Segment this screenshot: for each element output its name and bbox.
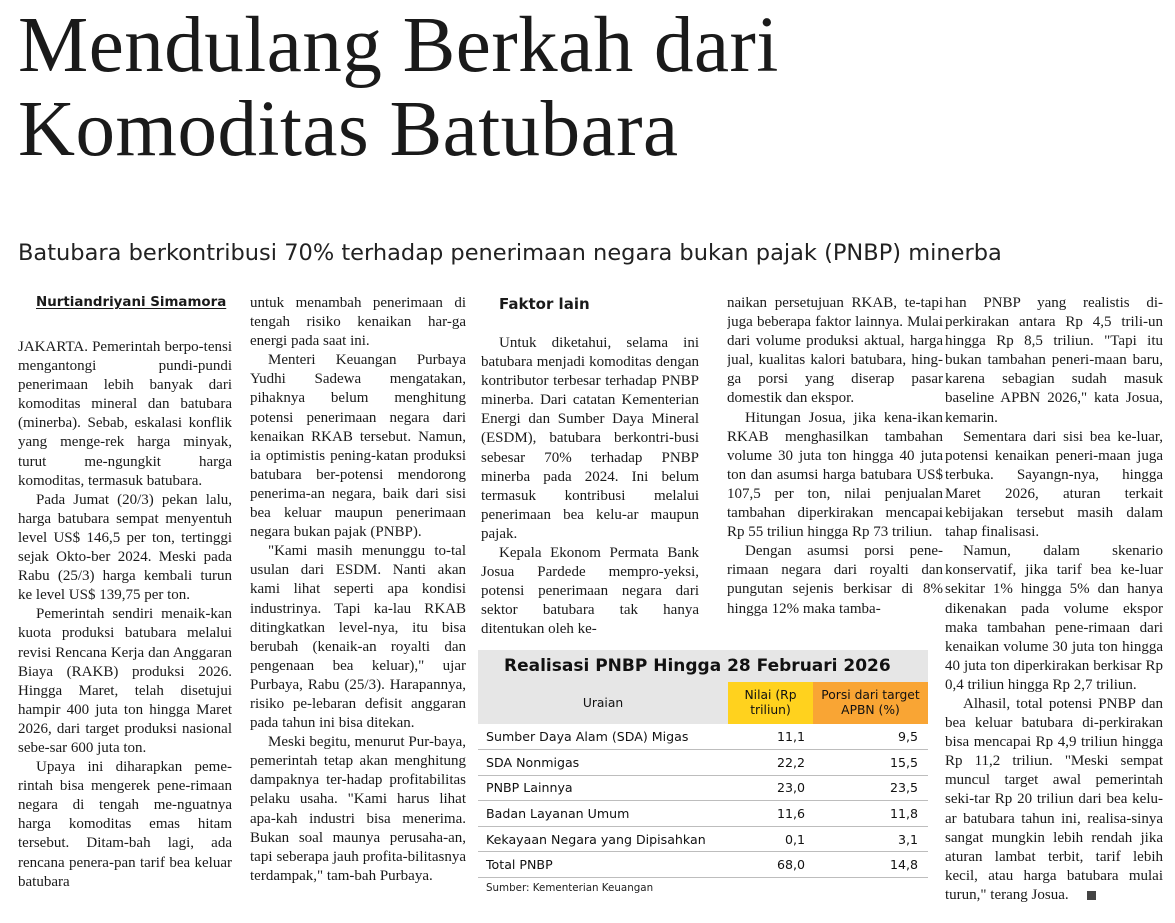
headline: [18, 4, 1158, 172]
row-label: Total PNBP: [478, 852, 728, 878]
header-porsi: Porsi dari target APBN (%): [813, 682, 928, 724]
paragraph: Untuk diketahui, selama ini batubara menjadi komoditas dengan kontributor terbesar terhadap PNBP minerba. Dari catatan Kementerian Energi dan Sumber Daya Mineral (ESDM), batubara berkontri-busi sebesar 70% terhadap PNBP minerba pada 2024. Ini belum termasuk kontribusi melalui penerimaan bea kelu-ar maupun pajak.: [481, 335, 699, 542]
paragraph: han PNBP yang realistis di-perkirakan antara Rp 4,5 trili-un hingga Rp 8,5 triliun. "Tapi itu bukan tambahan peneri-maan baru, karena sebagian sudah masuk baseline APBN 2026," kata Josua, kemarin.: [945, 295, 1163, 426]
subtitle: Batubara berkontribusi 70% terhadap penerimaan negara bukan pajak (PNBP) minerba: [18, 240, 1002, 266]
header-nilai: Nilai (Rp triliun): [728, 682, 813, 724]
row-label: PNBP Lainnya: [478, 775, 728, 801]
row-porsi: 14,8: [813, 852, 928, 878]
headline-line-1: Mendulang Berkah dari: [18, 2, 779, 89]
paragraph: Kepala Ekonom Permata Bank Josua Pardede mempro-yeksi, potensi penerimaan negara dari sektor batubara tak hanya ditentukan oleh ke-: [481, 545, 699, 638]
row-porsi: 9,5: [813, 724, 928, 750]
headline-line-2: Komoditas Batubara: [18, 86, 679, 173]
paragraph: Hitungan Josua, jika kena-ikan RKAB menghasilkan tambahan volume 30 juta ton hingga 40 juta ton dan asumsi harga batubara US$ 107,5 per ton, nilai penjualan tambahan diperkirakan mencapai Rp 55 triliun hingga Rp 73 triliun.: [727, 409, 943, 541]
table-title: Realisasi PNBP Hingga 28 Februari 2026: [478, 650, 928, 682]
paragraph: Sementara dari sisi bea ke-luar, potensi kenaikan peneri-maan juga terbuka. Sayangn-nya, hingga Maret 2026, aturan terkait kebijakan tersebut masih dalam tahap finalisasi.: [945, 428, 1163, 541]
row-nilai: 23,0: [728, 775, 813, 801]
table-row: [478, 801, 928, 827]
row-nilai: 11,6: [728, 801, 813, 827]
row-porsi: 3,1: [813, 826, 928, 852]
row-label: Badan Layanan Umum: [478, 801, 728, 827]
paragraph: Meski begitu, menurut Pur-baya, pemerintah tetap akan menghitung dampaknya ter-hadap profitabilitas pelaku usaha. "Kami harus lihat apa-kah industri bisa menerima. Bukan soal maunya perusaha-an, tapi seberapa jauh profita-bilitasnya terdampak," tam-bah Purbaya.: [250, 734, 466, 884]
table-row: [478, 775, 928, 801]
row-porsi: 23,5: [813, 775, 928, 801]
row-nilai: 22,2: [728, 750, 813, 776]
pnbp-table: [478, 682, 928, 878]
article-column-2: [250, 294, 466, 919]
article-column-5: [945, 294, 1163, 919]
row-nilai: 0,1: [728, 826, 813, 852]
article-column-3: [481, 294, 699, 646]
paragraph: untuk menambah penerimaan di tengah risiko kenaikan har-ga energi pada saat ini.: [250, 295, 466, 350]
paragraph: [945, 695, 1163, 905]
section-heading: Faktor lain: [499, 295, 590, 313]
table-row-total: [478, 852, 928, 878]
row-label: SDA Nonmigas: [478, 750, 728, 776]
paragraph: Pada Jumat (20/3) pekan lalu, harga batubara sempat menyentuh level US$ 146,5 per ton, tertinggi sejak Okto-ber 2024. Meski pada Rabu (25/3) harga kembali turun ke level US$ 139,75 per ton.: [18, 491, 232, 604]
row-nilai: 11,1: [728, 724, 813, 750]
row-label: Sumber Daya Alam (SDA) Migas: [478, 724, 728, 750]
paragraph: Namun, dalam skenario konservatif, jika tarif bea ke-luar sekitar 1% hingga 5% dan hanya dikenakan pada volume ekspor maka tambahan pene-rimaan dari kenaikan volume 30 juta ton hingga 40 juta ton diperkirakan berkisar Rp 0,4 triliun hingga Rp 2,7 triliun.: [945, 543, 1163, 693]
row-porsi: 15,5: [813, 750, 928, 776]
article-column-1: [18, 294, 232, 919]
end-mark-icon: [1087, 891, 1096, 900]
row-label: Kekayaan Negara yang Dipisahkan: [478, 826, 728, 852]
row-porsi: 11,8: [813, 801, 928, 827]
row-nilai: 68,0: [728, 852, 813, 878]
table-row: [478, 750, 928, 776]
table-row: [478, 724, 928, 750]
paragraph: JAKARTA. Pemerintah berpo-tensi mengantongi pundi-pundi penerimaan lebih banyak dari komoditas mineral dan batubara (minerba). Sebab, eskalasi konflik yang menge-rek harga minyak, turut me-ngungkit harga komoditas, termasuk batubara.: [18, 339, 232, 489]
byline: Nurtiandriyani Simamora: [36, 295, 227, 310]
paragraph: Dengan asumsi porsi pene-rimaan negara dari royalti dan pungutan sejenis berkisar di 8% hingga 12% maka tamba-: [727, 543, 943, 617]
paragraph: Menteri Keuangan Purbaya Yudhi Sadewa mengatakan, pihaknya belum menghitung potensi penerimaan negara dari kenaikan RKAB tersebut. Namun, ia optimistis pening-katan produksi batubara ber-potensi mendorong penerima-an negara, baik dari sisi bea keluar maupun penerimaan negara bukan pajak (PNBP).: [250, 352, 466, 541]
header-uraian: Uraian: [478, 682, 728, 724]
table-source: Sumber: Kementerian Keuangan: [486, 882, 654, 895]
paragraph-text: Alhasil, total potensi PNBP dan bea keluar batubara di-perkirakan bisa mencapai Rp 4,9 triliun hingga Rp 11,2 triliun. "Meski sempat muncul target awal pemerintah seki-tar Rp 20 triliun dari bea kelu-ar batubara tahun ini, realisa-sinya sangat mungkin lebih rendah jika aturan lambat terbit, tarif lebih kecil, atau harga batubara mulai turun," terang Josua.: [945, 695, 1163, 903]
table-row: [478, 826, 928, 852]
paragraph: Upaya ini diharapkan peme-rintah bisa mengerek pene-rimaan negara di tengah me-nguatnya harga komoditas emas hitam tersebut. Ditam-bah lagi, ada rencana penera-pan tarif bea keluar batubara: [18, 759, 232, 890]
paragraph: Pemerintah sendiri menaik-kan kuota produksi batubara melalui revisi Rencana Kerja dan Anggaran Biaya (RAKB) produksi 2026. Hingga Maret, telah disetujui hampir 400 juta ton hingga Maret 2026, dari target produksi nasional sebe-sar 600 juta ton.: [18, 606, 232, 756]
paragraph: naikan persetujuan RKAB, te-tapi juga beberapa faktor lainnya. Mulai dari volume produksi aktual, harga jual, kualitas kalori batubara, hing-ga porsi yang diserap pasar domestik dan ekspor.: [727, 295, 943, 407]
pnbp-table-box: [478, 650, 928, 916]
paragraph: "Kami masih menunggu to-tal usulan dari ESDM. Nanti akan kami lihat seperti apa kondisi industrinya. Tapi ka-lau RKAB ditingkatkan level-nya, itu bisa berubah (kenaik-an royalti dan pengenaan bea keluar)," ujar Purbaya, Rabu (25/3). Harapannya, risiko pe-lebaran defisit anggaran pada tahun ini bisa ditekan.: [250, 543, 466, 732]
article-column-4: [727, 294, 943, 646]
table-header-row: [478, 682, 928, 724]
